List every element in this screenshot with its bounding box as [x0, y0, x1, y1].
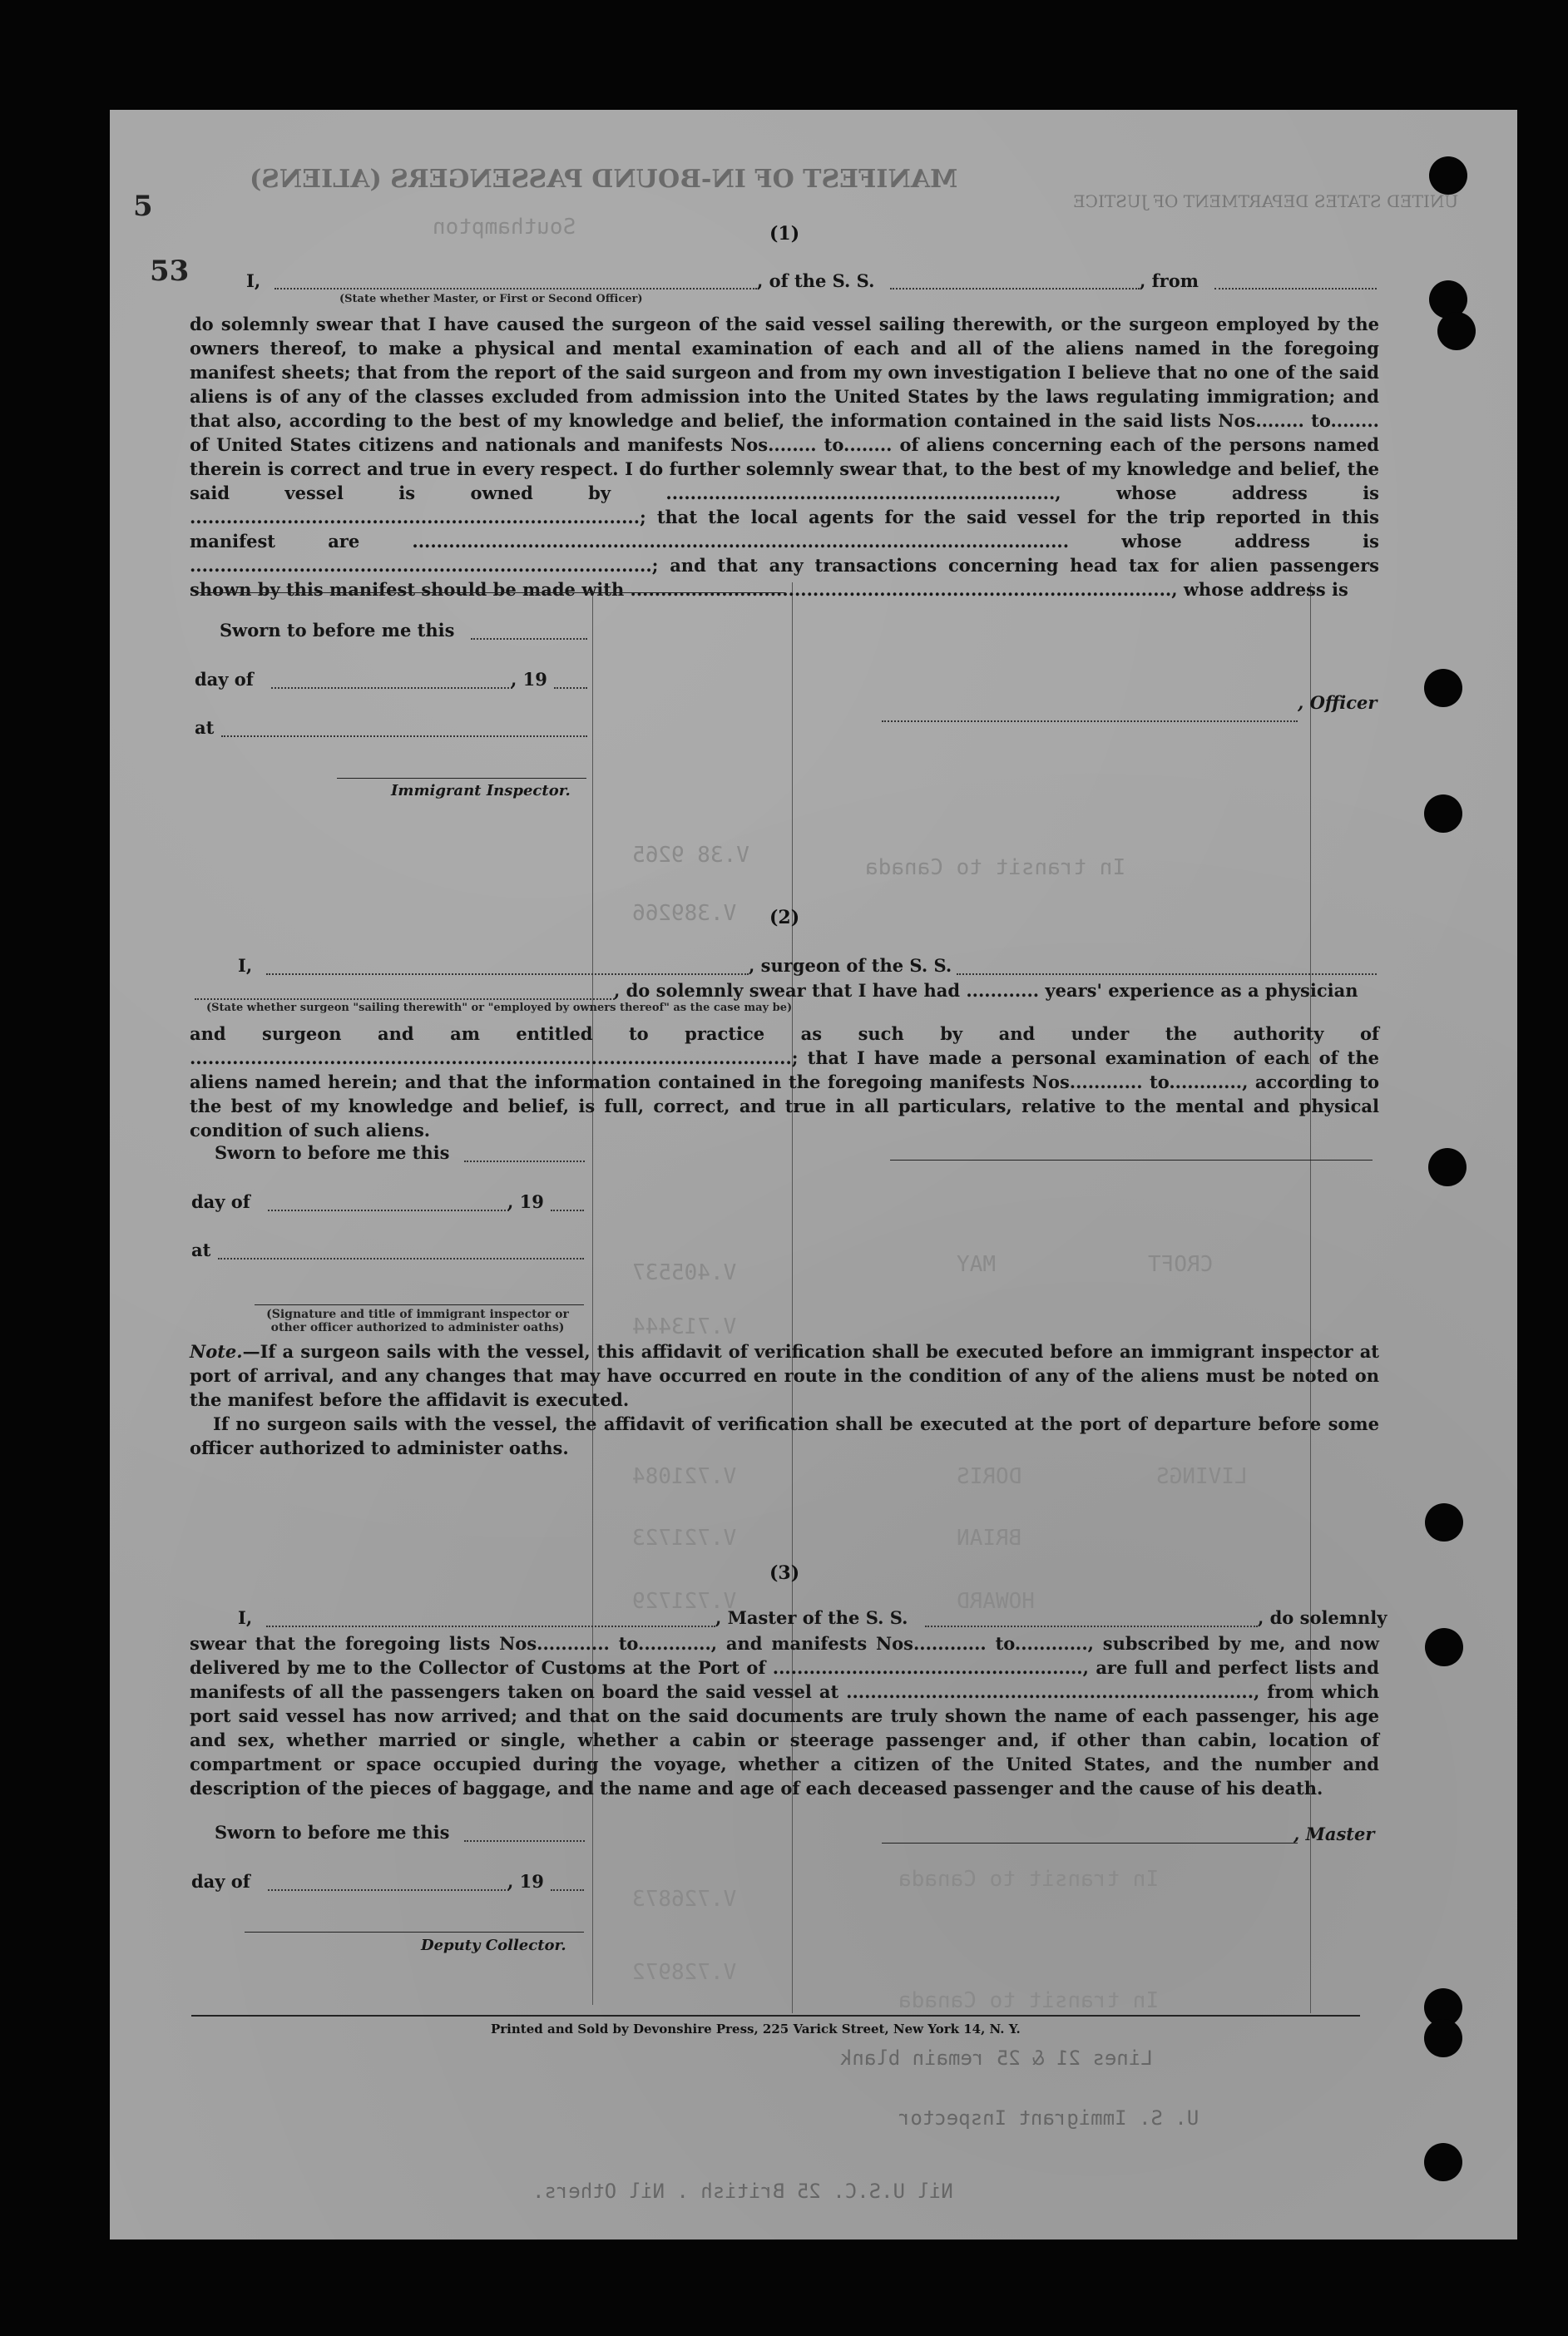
- bleed-bottom-line: Nil U.S.C. 25 British . Nil Others.: [532, 2180, 953, 2203]
- master-of-label: , Master of the S. S.: [715, 1607, 908, 1628]
- bleed-bottom-line: Lines 21 & 25 remain blank: [840, 2046, 1153, 2070]
- bleed-name: BRIAN: [957, 1526, 1022, 1551]
- page-number-mark: 53: [150, 255, 190, 288]
- bleed-number: V.728972: [632, 1960, 737, 1985]
- blank-line: [266, 973, 749, 975]
- bleed-name: HOWARD: [957, 1589, 1035, 1614]
- year-label: , 19: [507, 1871, 544, 1892]
- bleed-bottom-line: U. S. Immigrant Inspector: [898, 2106, 1199, 2130]
- surgeon-of-label: , surgeon of the S. S.: [749, 955, 952, 976]
- bleed-name: CROFT: [1148, 1252, 1214, 1277]
- blank-line: [471, 638, 587, 640]
- oath-i-label: I,: [238, 955, 253, 976]
- binder-hole: [1429, 156, 1467, 195]
- bleed-port: Southampton: [433, 215, 576, 240]
- signature-line: [255, 1304, 584, 1305]
- of-ss-label: , of the S. S.: [757, 270, 875, 291]
- blank-line: [554, 687, 587, 689]
- sworn-label: Sworn to before me this: [215, 1822, 450, 1843]
- binder-hole: [1428, 1148, 1467, 1186]
- blank-line: [268, 1210, 509, 1211]
- page-number-mark: 5: [133, 190, 153, 223]
- note-text: —If a surgeon sails with the vessel, this affidavit of verification shall be executed before an immigrant inspector at port of arrival, and any changes that may have occurred en route in the condition of any of the aliens must be noted on the manifest before the affidavit is executed.: [190, 1341, 1379, 1410]
- blank-line: [221, 735, 587, 737]
- bleed-number: V.389266: [632, 901, 737, 926]
- binder-hole: [1424, 794, 1462, 833]
- do-solemnly-label: , do solemnly: [1258, 1607, 1387, 1628]
- deputy-label: Deputy Collector.: [421, 1937, 566, 1954]
- bleed-name: In transit to Canada: [865, 855, 1126, 880]
- binder-hole: [1424, 2019, 1462, 2057]
- master-signature-line: [882, 1843, 1298, 1844]
- blank-line: [268, 1889, 509, 1891]
- day-of-label: day of: [191, 1191, 250, 1212]
- at-label: at: [191, 1240, 211, 1260]
- blank-line: [957, 973, 1377, 975]
- blank-line: [890, 288, 1140, 290]
- printer-footer: Printed and Sold by Devonshire Press, 225 Varick Street, New York 14, N. Y.: [491, 2022, 1021, 2037]
- bleed-name: In transit to Canada: [898, 1867, 1160, 1892]
- binder-hole: [1437, 312, 1476, 350]
- blank-line: [266, 1626, 715, 1627]
- section-number: (3): [769, 1562, 800, 1584]
- from-label: , from: [1140, 270, 1199, 291]
- section-number: (1): [769, 223, 800, 245]
- surgeon-caption: (State whether surgeon "sailing therewith" or "employed by owners thereof" as the case may be): [206, 1002, 793, 1014]
- bleed-header-title: MANIFEST OF IN-BOUND PASSENGERS (ALIENS): [250, 165, 958, 194]
- note-label: Note.: [190, 1341, 243, 1362]
- separator: [195, 592, 785, 593]
- blank-line: [464, 1161, 585, 1162]
- bleed-name: LIVINGS: [1156, 1464, 1248, 1489]
- year-label: , 19: [507, 1191, 544, 1212]
- binder-hole: [1424, 2143, 1462, 2181]
- bleed-number: V.405537: [632, 1260, 737, 1285]
- master-label: , Master: [1293, 1824, 1375, 1844]
- bleed-dept: UNITED STATES DEPARTMENT OF JUSTICE: [1073, 191, 1459, 211]
- blank-line: [271, 687, 512, 689]
- sworn-label: Sworn to before me this: [215, 1142, 450, 1163]
- blank-line: [218, 1258, 584, 1260]
- bleed-name: In transit to Canada: [898, 1988, 1160, 2013]
- binder-hole: [1425, 1628, 1463, 1666]
- master-caption: (State whether Master, or First or Second Officer): [339, 293, 643, 305]
- binder-hole: [1425, 1503, 1463, 1542]
- blank-line: [551, 1889, 584, 1891]
- blank-line: [195, 998, 615, 1000]
- signature-caption: (Signature and title of immigrant inspector or other officer authorized to administer oaths): [266, 1308, 569, 1334]
- day-of-label: day of: [191, 1871, 250, 1892]
- bleed-number: V.721723: [632, 1526, 737, 1551]
- bleed-number: V.726873: [632, 1887, 737, 1912]
- officer-label: , Officer: [1298, 692, 1378, 713]
- note2-paragraph: If no surgeon sails with the vessel, the affidavit of verification shall be executed at the port of departure before some officer authorized to administer oaths.: [190, 1413, 1379, 1458]
- bleed-name: MAY: [957, 1252, 996, 1277]
- surgeon-signature-line: [890, 1160, 1373, 1161]
- blank-line: [275, 288, 757, 290]
- day-of-label: day of: [195, 669, 254, 690]
- signature-line: [245, 1932, 584, 1933]
- swear-label: , do solemnly swear that I have had ............ years' experience as a physician: [614, 980, 1358, 1001]
- section2-body: and surgeon and am entitled to practice as such by and under the authority of ...................................................................................................; that I have made a personal examination of each of the aliens named herein; and that the information contained in the foregoing manifests Nos............ to............, according to the best of my knowledge and belief, is full, correct, and true in all particulars, relative to the mental and physical condition of such aliens.: [190, 1023, 1379, 1141]
- blank-line: [925, 1626, 1258, 1627]
- oath-i-label: I,: [246, 270, 261, 291]
- at-label: at: [195, 717, 215, 738]
- inspector-label: Immigrant Inspector.: [391, 782, 571, 799]
- section1-body: do solemnly swear that I have caused the surgeon of the said vessel sailing therewith, or the surgeon employed by the owners thereof, to make a physical and mental examination of each and all of the aliens named in the foregoing manifest sheets; that from the report of the said surgeon and from my own investigation I believe that no one of the said aliens is of any of the classes excluded from admission into the United States by the laws regulating immigration; and that also, according to the best of my knowledge and belief, the information contained in the said lists Nos........ to........ of United States citizens and nationals and manifests Nos........ to........ of aliens concerning each of the persons named therein is correct and true in every respect. I do further solemnly swear that, to the best of my knowledge and belief, the said vessel is owned by ................................................................, whose address is ..........................................................................; that the local agents for the said vessel for the trip reported in this manifest are ............................................................................................................ whose address is ............................................................................; and that any transactions concerning head tax for alien passengers shown by this manifest should be made with ........................................................................................., whose address is: [190, 314, 1379, 600]
- bleed-number: V.713444: [632, 1314, 737, 1339]
- bleed-name: DORIS: [957, 1464, 1022, 1489]
- section3-body: swear that the foregoing lists Nos............ to............, and manifests Nos............ to............, subscribed by me, and now delivered by me to the Collector of Customs at the Port of ..................................................., are full and perfect lists and manifests of all the passengers taken on board the said vessel at ..................................................................., from which port said vessel has now arrived; and that on the said documents are truly shown the name of each passenger, his age and sex, whether married or single, whether a cabin or steerage passenger and, if other than cabin, location of compartment or space occupied during the voyage, whether a citizen of the United States, and the number and description of the pieces of baggage, and the name and age of each deceased passenger and the cause of his death.: [190, 1633, 1379, 1799]
- sworn-label: Sworn to before me this: [220, 620, 455, 641]
- binder-hole: [1424, 669, 1462, 707]
- oath-i-label: I,: [238, 1607, 253, 1628]
- section-number: (2): [769, 907, 800, 928]
- blank-line: [551, 1210, 584, 1211]
- bleed-number: V.38 9265: [632, 843, 749, 868]
- signature-line: [337, 778, 586, 779]
- footer-rule: [191, 2015, 1360, 2017]
- blank-line: [1214, 288, 1377, 290]
- year-label: , 19: [511, 669, 547, 690]
- bleed-number: V.721084: [632, 1464, 737, 1489]
- note-paragraph: [190, 1339, 1379, 1412]
- officer-signature-line: [882, 720, 1298, 722]
- blank-line: [464, 1840, 585, 1842]
- bleed-number: V.721729: [632, 1589, 737, 1614]
